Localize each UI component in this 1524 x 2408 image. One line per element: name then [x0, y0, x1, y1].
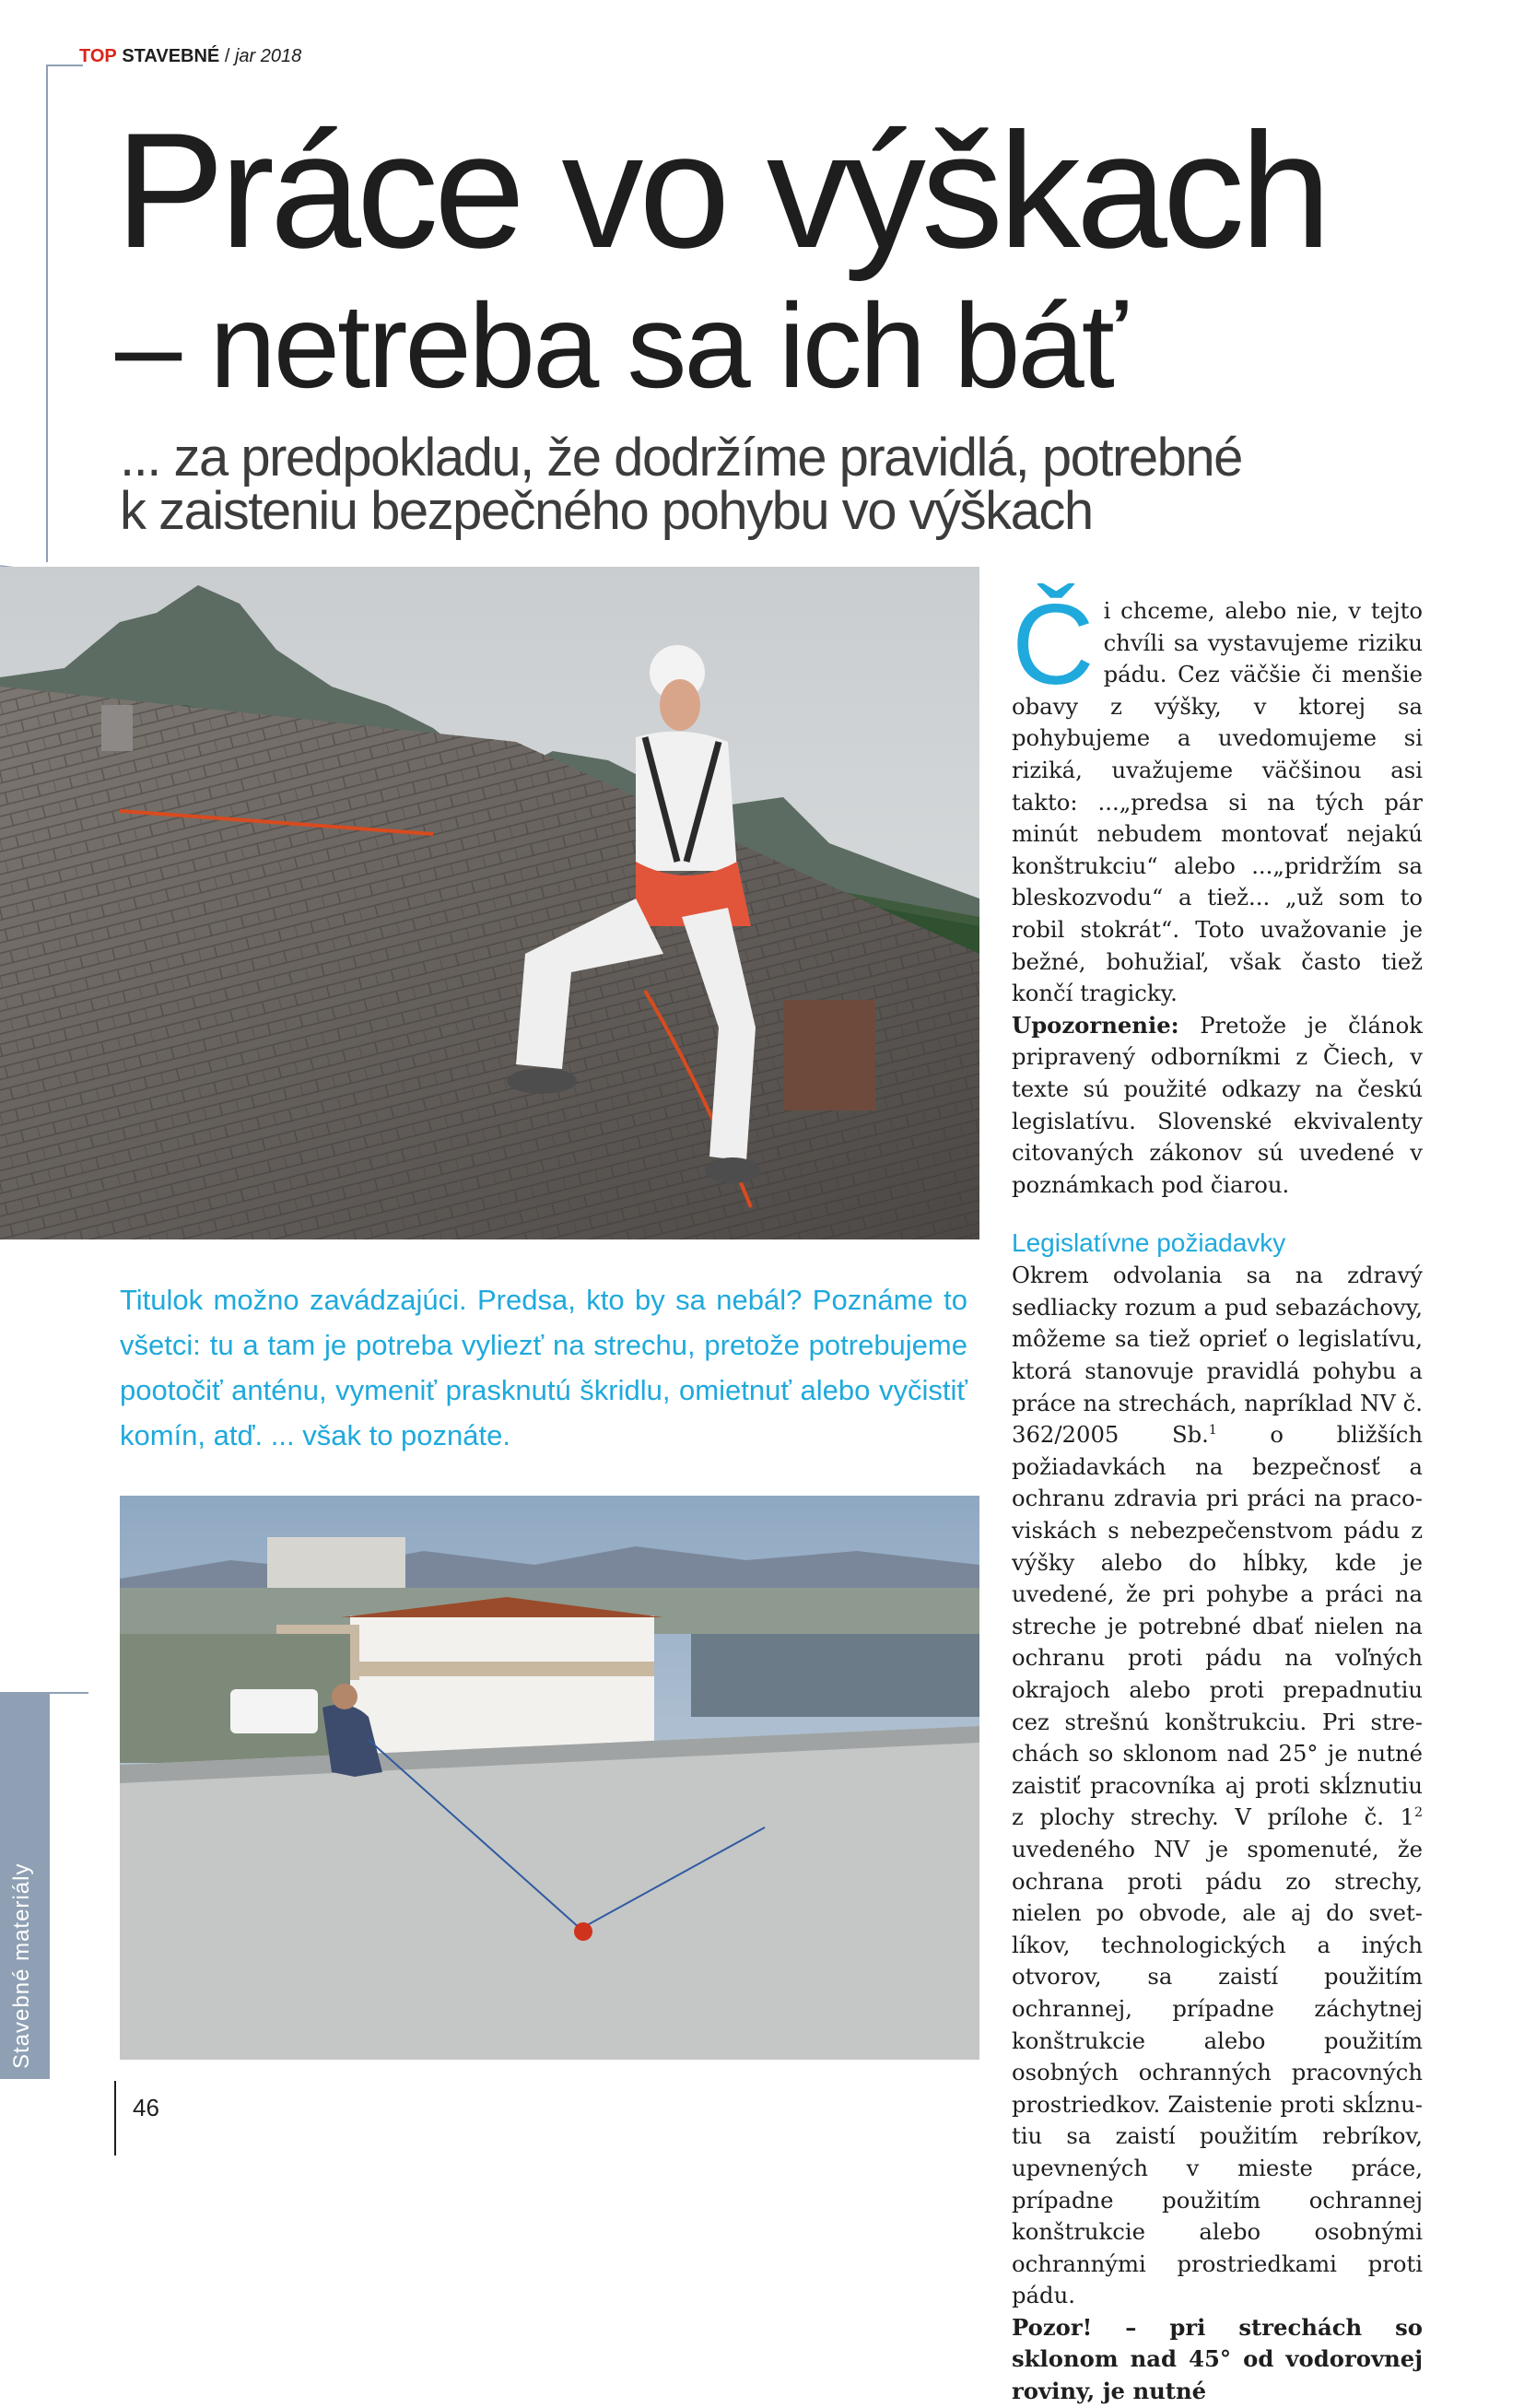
- section-tab-rule: [50, 1692, 88, 1694]
- section-heading: Legislatívne požiadavky: [1012, 1228, 1286, 1258]
- header-separator: /: [219, 46, 235, 66]
- magazine-header: [79, 46, 301, 67]
- intro-text: i chceme, alebo nie, v tejto chvíli sa vystavujeme riziku pádu. Cez väčšie či menšie obavy z výšky, v ktorej sa pohybujeme a uvedomujeme si riziká, uvažujeme väčšinou asi takto: ...„predsa si na tých pár minút nebudem montovať nejakú konštrukciu“ alebo ...„pridržím sa bleskozvodu“ a tiež... „už som to robil stokrát“. Toto uvažovanie je bežné, bohužiaľ, však často tiež končí tragicky.: [1012, 597, 1423, 1007]
- header-rule-vertical: [46, 65, 48, 562]
- header-brand: STAVEBNÉ: [122, 46, 220, 66]
- footnote-ref-2: 2: [1414, 1805, 1423, 1821]
- caution-text: Pozor! – pri strechách so sklonom nad 45° od vodorovnej roviny, je nutné: [1012, 2313, 1423, 2405]
- subtitle-line-2: k zaisteniu bezpečného pohybu vo výškach: [120, 481, 1093, 541]
- legislation-paragraph: [1012, 1260, 1423, 2312]
- legislation-text-c: uvedeného NV je spomenuté, že ochrana proti pádu zo strechy, nielen po obvode, ale aj do svetlíkov, technologických a iných otvorov, sa zaistí použitím ochrannej, prípadne záchytnej konštrukcie alebo použitím osobných ochranných pracovných prostriedkov. Zaistenie proti skĺznutiu sa zaistí použitím rebríkov, upevnených v mieste práce, prípadne použitím ochrannej konštrukcie alebo osobnými ochrannými prostriedkami proti pádu.: [1012, 1835, 1423, 2309]
- header-issue: jar 2018: [234, 46, 302, 66]
- subtitle-line-1: ... za predpokladu, že dodržíme pravidlá, potrebné: [120, 428, 1242, 487]
- section-label: Stavebné materiály: [9, 1862, 34, 2069]
- header-rule-horizontal: [46, 65, 83, 66]
- warning-paragraph: [1012, 1010, 1423, 1202]
- legislation-text-b: o bližších požiadavkách na bezpečnosť a ochranu zdravia pri práci na pracoviskách s nebezpečenstvom pádu z výšky alebo do hĺbky, kde je uvedené, že pri pohybe a práci na streche je potrebné dbať nielen na ochranu proti pádu na voľných okrajoch alebo proti prepadnutiu cez strešnú konštrukciu. Pri strechách so sklonom nad 25° je nutné zaistiť pracovníka aj proti skĺznutiu z plochy strechy. V prílohe č. 1: [1012, 1421, 1424, 1831]
- article-body: [1012, 581, 1424, 2408]
- article-title-line-2: – netreba sa ich báť: [115, 278, 1124, 413]
- drop-cap: Č: [1012, 581, 1095, 709]
- header-top: TOP: [79, 46, 117, 66]
- warning-label: Upozornenie:: [1012, 1011, 1179, 1039]
- article-subtitle: [120, 428, 1242, 541]
- footnote-ref-1: 1: [1208, 1423, 1217, 1439]
- photo-flat-roof: [120, 1496, 979, 2060]
- photo-roof-worker: [0, 567, 979, 1239]
- article-title-line-1: Práce vo výškach: [115, 99, 1327, 282]
- intro-paragraph: [1012, 581, 1423, 1010]
- page-number: 46: [133, 2094, 159, 2121]
- photo-caption: Titulok možno zavádzajúci. Predsa, kto by sa nebál? Poznáme to všetci: tu a tam je potreba vyliezť na strechu, pretože potrebujeme pootočiť anténu, vymeniť prasknutú škridlu, omietnuť alebo vyčistiť komín, atď. ... však to poznáte.: [120, 1284, 967, 1451]
- page-number-rule: [114, 2081, 116, 2155]
- caution-paragraph: [1012, 2312, 1423, 2408]
- legislation-text-a: Okrem odvolania sa na zdravý sedliacky rozum a pud sebazáchovy, môžeme sa tiež oprieť o legislatívu, ktorá stanovuje pravidlá pohybu a práce na strechách, napríklad NV č. 362/2005 Sb.: [1012, 1262, 1423, 1449]
- warning-text: Pretože je článok pripravený odborníkmi z Čiech, v texte sú použité odkazy na českú legislatívu. Slovenské ekvivalenty citovaných zákonov sú uvedené v poznámkach pod čiarou.: [1012, 1011, 1423, 1198]
